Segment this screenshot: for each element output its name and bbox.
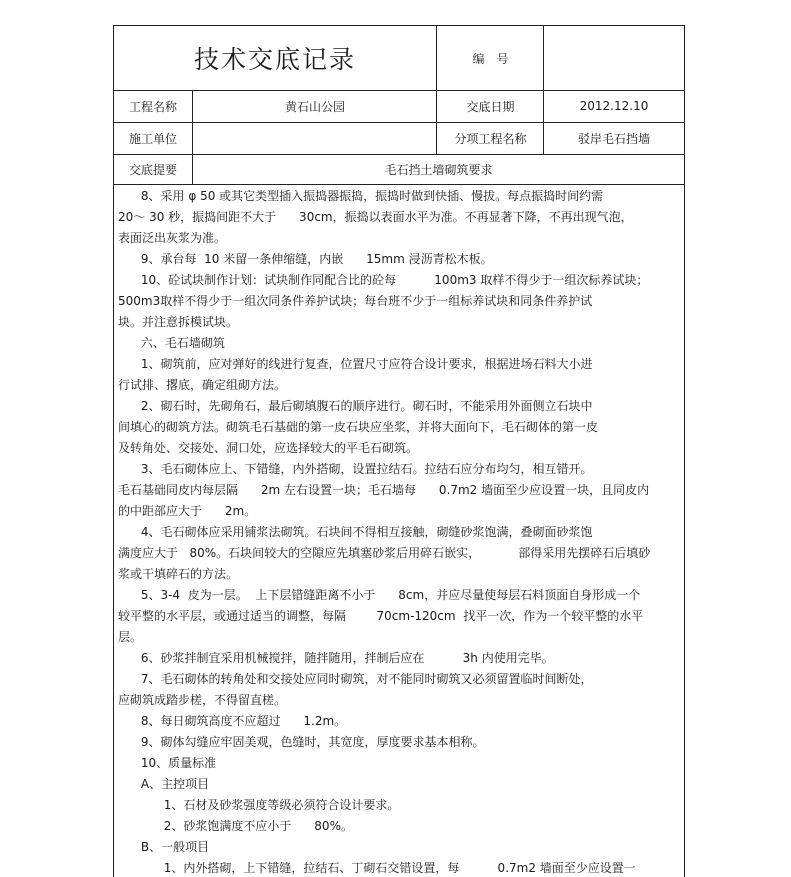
briefing-date-label: 交底日期 [436,90,544,122]
code-label: 编 号 [436,26,544,90]
summary-label: 交底提要 [128,162,177,177]
form-title: 技术交底记录 [193,45,356,74]
content-line: 较平整的水平层，或通过适当的调整，每隔 70cm-120cm 找平一次，作为一个较平整的水平 [118,609,644,623]
content-line: 及转角处、交接处、洞口处，应选择较大的平毛石砌筑。 [118,441,419,455]
content-line: 9、承台每 10 米留一条伸缩缝，内嵌 15mm 浸沥青松木板。 [118,252,493,266]
construction-unit-label: 施工单位 [128,131,177,146]
content-line: 4、毛石砌体应采用铺浆法砌筑。石块间不得相互接触，砌缝砂浆饱满，叠砌面砂浆饱 [118,525,593,539]
content-line: 毛石基础同皮内每层隔 2m 左右设置一块；毛石墙每 0.7m2 墙面至少应设置一块，且同皮内 [118,483,650,497]
content-line: 1、砌筑前，应对弹好的线进行复查，位置尺寸应符合设计要求，根据进场石料大小进 [118,357,593,371]
code-value [543,26,684,90]
content-line: 块。并注意拆模试块。 [118,315,239,329]
content-line: 500m3取样不得少于一组次同条件养护试块；每台班不少于一组标养试块和同条件养护试 [118,294,593,308]
content-line: 6、砂浆拌制宜采用机械搅拌，随拌随用，拌制后应在 3h 内使用完毕。 [118,651,554,665]
briefing-content [114,184,684,877]
content-line: 8、每日砌筑高度不应超过 1.2m。 [118,714,347,728]
project-row [114,90,684,123]
unit-row [114,122,684,155]
content-line: 满度应大于 80%。石块间较大的空隙应先填塞砂浆后用碎石嵌实， 部得采用先摆碎石后填砂 [118,546,651,560]
summary-row [114,154,684,185]
construction-unit-value [192,122,437,154]
technical-briefing-form [113,25,685,877]
content-line: 8、采用 φ 50 或其它类型插入振捣器振捣，振捣时做到快插、慢拔。每点振捣时间约需 [118,189,604,203]
summary-value: 毛石挡土墙砌筑要求 [192,154,684,184]
content-line: 10、质量标准 [118,756,217,770]
content-line: 7、毛石砌体的转角处和交接处应同时砌筑，对不能同时砌筑又必须留置临时间断处， [118,672,593,686]
content-line: 2、砂浆饱满度不应小于 80%。 [118,819,353,833]
project-name-label: 工程名称 [128,99,177,114]
title-row [114,26,684,91]
content-line: 层。 [118,630,143,644]
content-line: 2、砌石时，先砌角石，最后砌填腹石的顺序进行。砌石时，不能采用外面侧立石块中 [118,399,593,413]
content-line: 浆或干填碎石的方法。 [118,567,239,581]
content-line: 六、毛石墙砌筑 [118,336,225,350]
content-line: 20～ 30 秒，振捣间距不大于 30cm，振捣以表面水平为准。不再显著下降，不再出现气泡， [118,210,633,224]
content-line: B、一般项目 [118,840,210,854]
content-line: 9、砌体勾缝应牢固美观，色缝时，其宽度，厚度要求基本相称。 [118,735,485,749]
content-line: 3、毛石砌体应上、下错缝，内外搭砌，设置拉结石。拉结石应分布均匀，相互错开。 [118,462,593,476]
content-line: A、主控项目 [118,777,210,791]
content-line: 表面泛出灰浆为准。 [118,231,227,245]
content-line: 应砌筑成踏步槎，不得留直槎。 [118,693,287,707]
project-name-value: 黄石山公园 [192,90,437,122]
briefing-date-value: 2012.12.10 [543,90,684,122]
content-line: 间填心的砌筑方法。砌筑毛石基础的第一皮石块应坐浆，并将大面向下，毛石砌体的第一皮 [118,420,599,434]
content-line: 的中距部应大于 2m。 [118,504,257,518]
content-line: 5、3-4 皮为一层。 上下层错缝距离不小于 8cm，并应尽量使每层石料顶面自身形成一个 [118,588,641,602]
sub-project-value: 驳岸毛石挡墙 [543,122,684,154]
content-line: 1、内外搭砌，上下错缝，拉结石、丁砌石交错设置，每 0.7m2 墙面至少应设置一 [118,861,636,875]
content-line: 行试排、撂底，确定组砌方法。 [118,378,287,392]
sub-project-label: 分项工程名称 [436,122,544,154]
content-line: 1、石材及砂浆强度等级必须符合设计要求。 [118,798,400,812]
content-line: 10、砼试块制作计划：试块制作同配合比的砼每 100m3 取样不得少于一组次标养试块； [118,273,649,287]
